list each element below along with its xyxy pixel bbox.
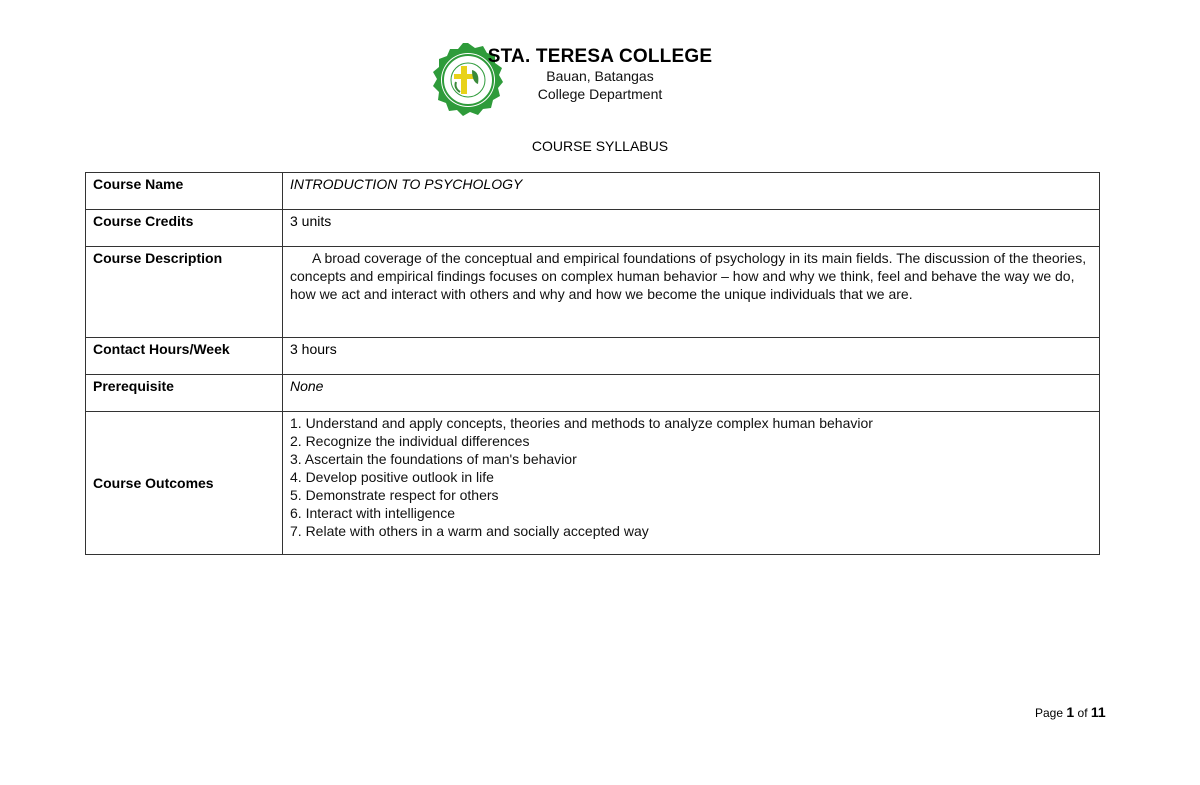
list-item: 7. Relate with others in a warm and socially accepted way bbox=[290, 523, 649, 539]
document-header bbox=[0, 40, 1200, 120]
course-name-value: INTRODUCTION TO PSYCHOLOGY bbox=[283, 173, 1100, 210]
list-item: 5. Demonstrate respect for others bbox=[290, 487, 499, 503]
table-row bbox=[86, 247, 1100, 338]
table-row bbox=[86, 375, 1100, 412]
list-item: 2. Recognize the individual differences bbox=[290, 433, 530, 449]
department-name: College Department bbox=[537, 86, 663, 102]
course-name-label: Course Name bbox=[86, 173, 283, 210]
school-location: Bauan, Batangas bbox=[546, 68, 654, 84]
contact-hours-value: 3 hours bbox=[283, 338, 1100, 375]
page-current: 1 bbox=[1066, 704, 1075, 720]
syllabus-table bbox=[85, 172, 1100, 555]
course-credits-label: Course Credits bbox=[86, 210, 283, 247]
course-credits-value: 3 units bbox=[283, 210, 1100, 247]
table-row bbox=[86, 173, 1100, 210]
table-row bbox=[86, 210, 1100, 247]
school-name: STA. TERESA COLLEGE bbox=[487, 46, 713, 67]
page-label: Page bbox=[1035, 706, 1064, 720]
table-row bbox=[86, 338, 1100, 375]
list-item: 4. Develop positive outlook in life bbox=[290, 469, 494, 485]
table-row bbox=[86, 412, 1100, 555]
of-label: of bbox=[1077, 706, 1088, 720]
course-description-label: Course Description bbox=[86, 247, 283, 338]
page-total: 11 bbox=[1090, 704, 1106, 720]
prerequisite-value: None bbox=[283, 375, 1100, 412]
list-item: 6. Interact with intelligence bbox=[290, 505, 455, 521]
list-item: 1. Understand and apply concepts, theories and methods to analyze complex human behavior bbox=[290, 415, 873, 431]
course-outcomes-label: Course Outcomes bbox=[86, 412, 283, 555]
prerequisite-label: Prerequisite bbox=[86, 375, 283, 412]
contact-hours-label: Contact Hours/Week bbox=[86, 338, 283, 375]
page-number bbox=[1035, 704, 1106, 720]
document-title: COURSE SYLLABUS bbox=[531, 138, 669, 154]
course-description-value: A broad coverage of the conceptual and empirical foundations of psychology in its main fields. The discussion of the theories, concepts and empirical findings focuses on complex human behavior – how and why we think, feel and behave the way we do, how we act and interact with others and why and how we become the unique individuals that we are. bbox=[290, 250, 1087, 302]
course-outcomes-cell bbox=[283, 412, 1100, 555]
course-outcomes-list bbox=[290, 414, 1092, 540]
list-item: 3. Ascertain the foundations of man's behavior bbox=[290, 451, 577, 467]
course-description-cell bbox=[283, 247, 1100, 338]
